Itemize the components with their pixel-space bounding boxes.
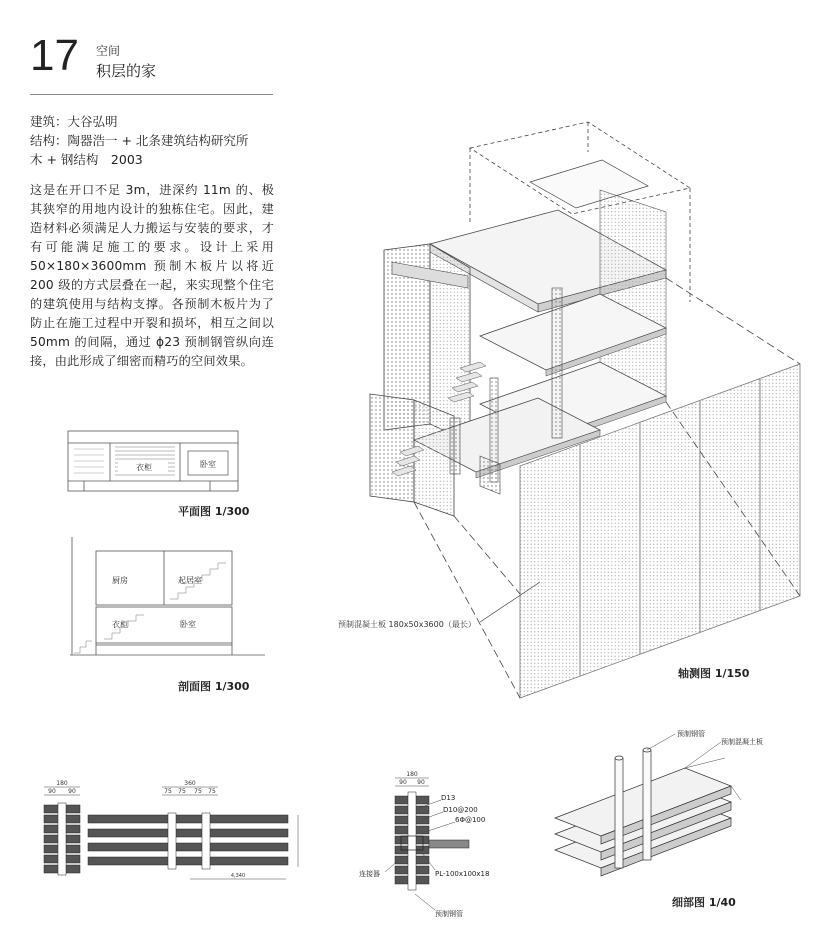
credit-architect: 建筑：大谷弘明 (30, 114, 118, 129)
detail-caption: 细部图 1/40 (672, 896, 736, 909)
plan-label-closet: 衣柜 (136, 463, 152, 472)
plan-caption: 平面图 1/300 (178, 505, 250, 518)
section-label-bedroom: 卧室 (180, 620, 196, 629)
detail-mid-label-6phi: 6Φ@100 (455, 816, 486, 824)
credit-structure: 结构：陶器浩一 + 北条建筑结构研究所 (30, 133, 249, 148)
credit-material-year: 木 + 钢结构 2003 (30, 152, 143, 167)
detail-right-drawing (545, 728, 805, 888)
header-divider (30, 94, 273, 95)
detail-left-dim-75b: 75 (178, 788, 186, 795)
chapter-number: 17 (30, 31, 79, 80)
axo-caption: 轴测图 1/150 (678, 667, 750, 680)
detail-mid-label-connector: 连接器 (359, 870, 380, 878)
detail-left-dim-90a: 90 (48, 788, 56, 795)
axo-callout-label: 预制混凝土板 180x50x3600（最长） (338, 620, 476, 629)
axonometric-drawing (330, 112, 820, 692)
detail-mid-dim-90b: 90 (417, 779, 425, 786)
detail-left-dim-75a: 75 (164, 788, 172, 795)
detail-mid-dim-90a: 90 (399, 779, 407, 786)
detail-left-dim-75d: 75 (208, 788, 216, 795)
plan-drawing (60, 425, 250, 500)
detail-mid-label-plate: PL-100x100x18 (435, 870, 490, 878)
section-label-kitchen: 厨房 (112, 576, 128, 585)
plan-label-bedroom: 卧室 (200, 460, 216, 469)
detail-left-dim-360: 360 (184, 780, 196, 787)
detail-left-dim-180: 180 (56, 780, 68, 787)
detail-mid-label-d10: D10@200 (443, 806, 478, 814)
section-caption: 剖面图 1/300 (178, 680, 250, 693)
detail-mid-drawing (355, 770, 515, 920)
detail-right-label-pipe: 预制钢管 (677, 730, 705, 738)
detail-left-drawing (30, 775, 330, 885)
chapter-kicker: 空间 (96, 44, 121, 58)
detail-right-label-slab: 预制混凝土板 (721, 738, 763, 746)
section-label-living: 起居室 (178, 576, 202, 585)
detail-left-dim-90b: 90 (68, 788, 76, 795)
chapter-title: 积层的家 (96, 62, 157, 80)
section-label-closet: 衣柜 (112, 620, 128, 629)
section-drawing (60, 535, 270, 670)
body-paragraph: 这是在开口不足 3m，进深约 11m 的、极其狭窄的用地内设计的独栋住宅。因此，建造材料必须满足人力搬运与安装的要求，才有可能满足施工的要求。设计上采用 50×180×3600mm 预制木板片以将近 200 级的方式层叠在一起，来实现整个住宅的建筑使用与结构支撑。各预制木板片为了防止在施工过程中开裂和损坏，相互之间以 50mm 的间隔，通过 ϕ23 预制钢管纵向连接，由此形成了细密而精巧的空间效果。 (30, 183, 274, 368)
detail-left-dim-75c: 75 (194, 788, 202, 795)
detail-left-dim-bottom: 4,340 (230, 873, 246, 879)
detail-mid-dim-180: 180 (406, 771, 418, 778)
detail-mid-label-d13: D13 (441, 794, 456, 802)
detail-mid-label-pipe: 预制钢管 (435, 910, 463, 918)
